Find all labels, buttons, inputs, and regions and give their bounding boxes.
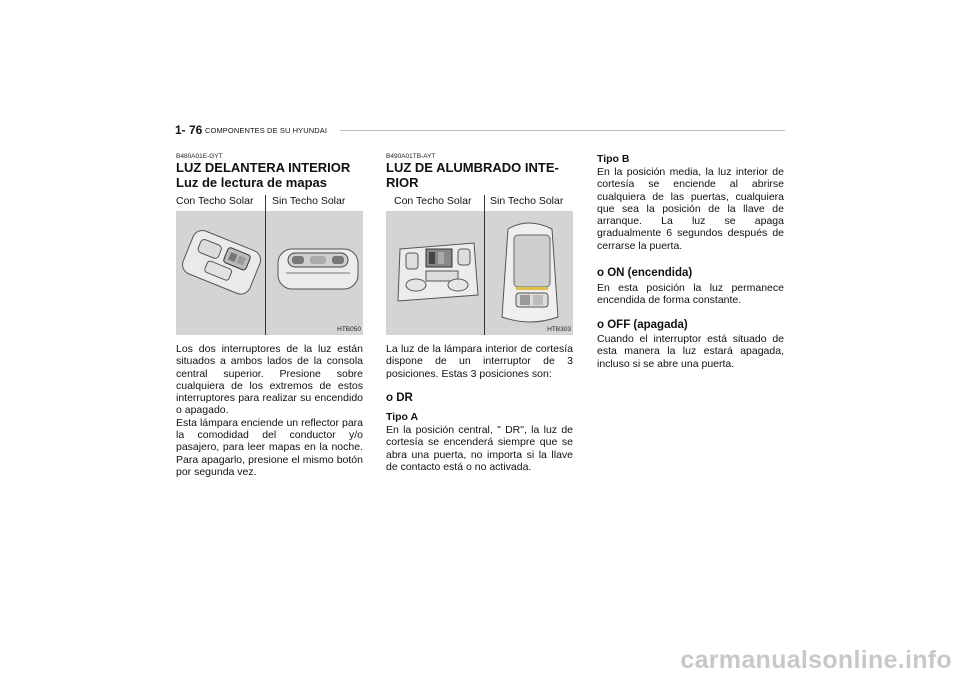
interior-lamp-illustration (386, 213, 573, 335)
page-number: 1- 76 (175, 123, 203, 137)
section-heading: LUZ DELANTERA INTERIOR (176, 160, 351, 175)
section-subheading: Luz de lectura de mapas (176, 175, 327, 190)
figure-label-left: Con Techo Solar (386, 195, 484, 211)
section-code: B480A01E-GYT (176, 153, 223, 160)
off-text: Cuando el interruptor está situado de esta manera la luz estará apagada, incluso si se abre una puerta. (597, 333, 784, 370)
paragraph: Los dos interruptores de la luz están situados a ambos lados de la consola central superior. Presione sobre cualquiera de los extremos de estos interruptores para realizar su encendido o apagado. (176, 343, 363, 417)
tipo-b-heading: Tipo B (597, 153, 630, 165)
map-lamp-illustration (176, 213, 363, 335)
figure-label-left: Con Techo Solar (176, 195, 265, 211)
section-heading-cont: RIOR (386, 175, 419, 190)
figure-map-lamp (176, 195, 363, 335)
figure-label-right: Sin Techo Solar (485, 195, 573, 211)
off-heading: o OFF (apagada) (597, 319, 688, 331)
on-text: En esta posición la luz permanece encendida de forma constante. (597, 282, 784, 307)
watermark: carmanualsonline.info (680, 646, 952, 674)
tipo-a-heading: Tipo A (386, 411, 419, 423)
figure-label-right: Sin Techo Solar (266, 195, 363, 211)
map-lamp-description (176, 343, 363, 478)
header-rule (340, 130, 785, 131)
section-heading: LUZ DE ALUMBRADO INTE- (386, 160, 559, 175)
interior-lamp-intro: La luz de la lámpara interior de cortesía dispone de un interruptor de 3 posiciones. Estas 3 posiciones son: (386, 343, 573, 380)
tipo-b-text: En la posición media, la luz interior de cortesía se enciende al abrirse cualquiera de las puertas, cualquiera que sea la posición de la llave de arranque. La luz se apaga gradualmente 6 segundos después de cerrarse la puerta. (597, 166, 784, 252)
on-heading: o ON (encendida) (597, 267, 693, 279)
figure-interior-lamp (386, 195, 573, 335)
paragraph: Esta lámpara enciende un reflector para la comodidad del conductor y/o pasajero, para leer mapas en la noche. Para apagarlo, presione el mismo botón por segunda vez. (176, 416, 363, 478)
figure-code: HTB303 (547, 326, 571, 333)
section-code: B490A01TB-AYT (386, 153, 436, 160)
figure-code: HTB050 (337, 326, 361, 333)
tipo-a-text: En la posición central, " DR", la luz de cortesía se encenderá siempre que se abra una puerta, no importa si la llave de contacto está o no activada. (386, 424, 573, 473)
section-title: COMPONENTES DE SU HYUNDAI (205, 126, 328, 135)
dr-heading: o DR (386, 392, 413, 404)
